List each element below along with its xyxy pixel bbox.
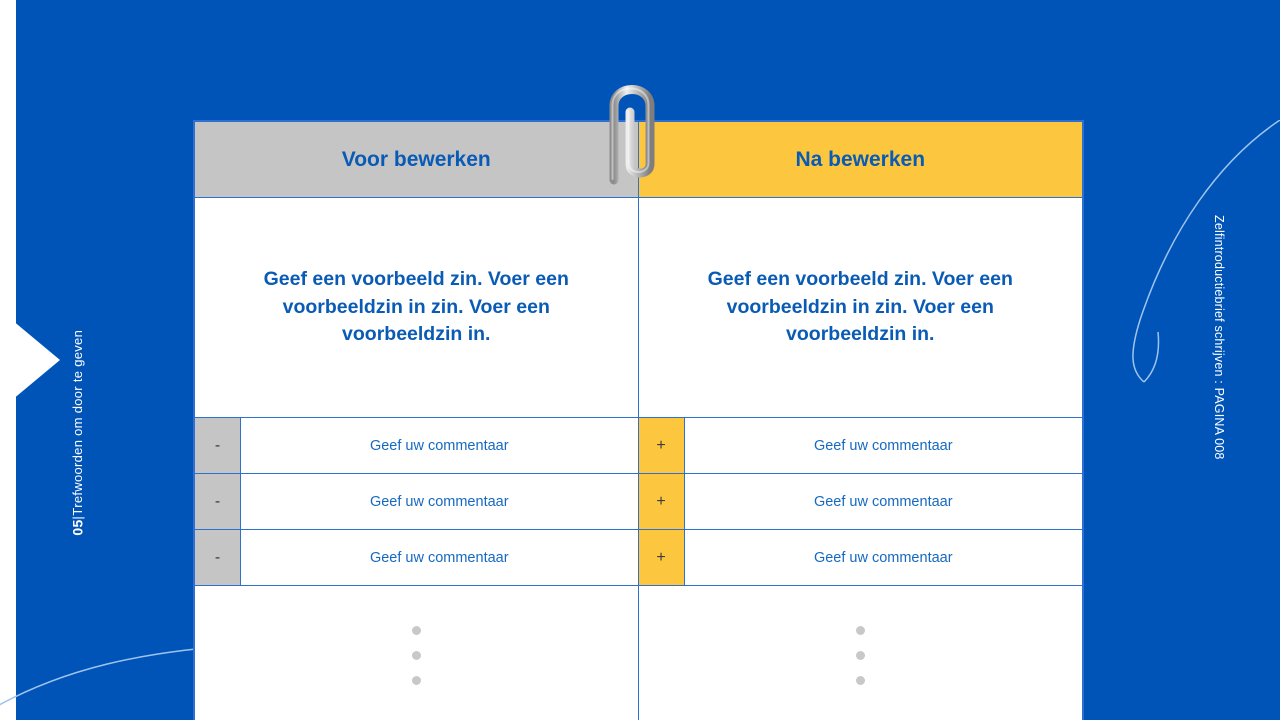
header-cell-after: Na bewerken [639, 122, 1083, 198]
plus-icon: + [639, 418, 685, 473]
comment-input-after[interactable]: Geef uw commentaar [685, 530, 1083, 585]
comment-input-after[interactable]: Geef uw commentaar [685, 418, 1083, 473]
comment-row [195, 474, 1082, 530]
placeholder-dots-row [195, 586, 1082, 720]
comment-input-before[interactable]: Geef uw commentaar [241, 474, 638, 529]
left-label-text: Trefwoorden om door te geven [70, 330, 85, 517]
body-cell-after[interactable]: Geef een voorbeeld zin. Voer een voorbeeldzin in zin. Voer een voorbeeldzin in. [639, 198, 1083, 418]
comment-half-after [639, 418, 1083, 473]
right-side-label: Zelfintroductiebrief schrijven : PAGINA 008 [1212, 215, 1226, 460]
header-cell-before: Voor bewerken [195, 122, 639, 198]
placeholder-dots-before [195, 586, 639, 720]
comment-row [195, 530, 1082, 586]
left-side-label [64, 330, 91, 536]
comment-half-before [195, 474, 639, 529]
comment-input-after[interactable]: Geef uw commentaar [685, 474, 1083, 529]
plus-icon: + [639, 474, 685, 529]
left-label-number: 05 [69, 519, 86, 536]
placeholder-dots-after [639, 586, 1083, 720]
dot-icon [856, 676, 865, 685]
dot-icon [856, 651, 865, 660]
comment-half-after [639, 474, 1083, 529]
minus-icon: - [195, 530, 241, 585]
comment-half-before [195, 530, 639, 585]
comment-half-after [639, 530, 1083, 585]
dot-icon [412, 626, 421, 635]
left-arrow-decoration [0, 320, 60, 400]
dot-icon [856, 626, 865, 635]
comment-row [195, 418, 1082, 474]
plus-icon: + [639, 530, 685, 585]
table-body-row [195, 198, 1082, 418]
minus-icon: - [195, 418, 241, 473]
dot-icon [412, 651, 421, 660]
comment-half-before [195, 418, 639, 473]
comparison-table [193, 120, 1084, 720]
table-header-row [195, 122, 1082, 198]
dot-icon [412, 676, 421, 685]
comment-input-before[interactable]: Geef uw commentaar [241, 530, 638, 585]
body-cell-before[interactable]: Geef een voorbeeld zin. Voer een voorbeeldzin in zin. Voer een voorbeeldzin in. [195, 198, 639, 418]
left-label-separator: | [70, 516, 85, 520]
comment-input-before[interactable]: Geef uw commentaar [241, 418, 638, 473]
minus-icon: - [195, 474, 241, 529]
